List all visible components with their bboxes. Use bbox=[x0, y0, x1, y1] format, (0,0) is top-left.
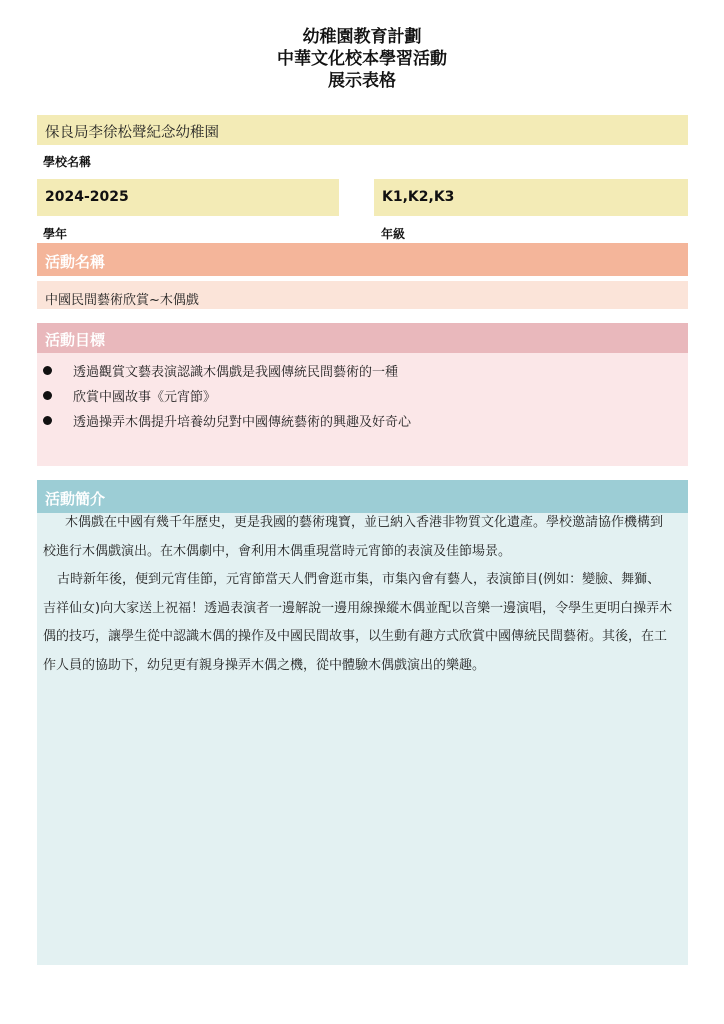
grade-value: K1,K2,K3 bbox=[382, 189, 455, 205]
title-line-2: 中華文化校本學習活動 bbox=[277, 49, 447, 69]
introduction-paragraph-1: 木偶戲在中國有幾千年歷史，更是我國的藝術瑰寶，並已納入香港非物質文化遺產。學校邀請協作機構到校進行木偶戲演出。在木偶劇中，會利用木偶重現當時元宵節的表演及佳節場景。 bbox=[43, 515, 664, 559]
introduction-heading-text: 活動簡介 bbox=[45, 490, 106, 508]
list-item bbox=[37, 388, 688, 410]
grade-field bbox=[374, 179, 688, 216]
objectives-heading-text: 活動目標 bbox=[45, 331, 106, 349]
title-line-1: 幼稚園教育計劃 bbox=[302, 27, 422, 47]
activity-name-body bbox=[37, 281, 688, 309]
school-year-field bbox=[37, 179, 339, 216]
introduction-paragraph-2: 古時新年後，便到元宵佳節，元宵節當天人們會逛市集，市集內會有藝人，表演節目(例如：變臉、舞獅、吉祥仙女)向大家送上祝福！透過表演者一邊解說一邊用線操縱木偶並配以音樂一邊演唱，令學生更明白操弄木偶的技巧，讓學生從中認識木偶的操作及中國民間故事，以生動有趣方式欣賞中國傳統民間藝術。其後，在工作人員的協助下，幼兒更有親身操弄木偶之機，從中體驗木偶戲演出的樂趣。 bbox=[43, 572, 673, 673]
title-line-3: 展示表格 bbox=[328, 71, 396, 91]
list-item bbox=[37, 363, 688, 385]
document-title bbox=[0, 26, 724, 92]
school-name-value: 保良局李徐松聲紀念幼稚園 bbox=[45, 125, 219, 141]
introduction-body bbox=[37, 513, 688, 965]
objectives-list bbox=[37, 353, 688, 466]
school-year-value: 2024-2025 bbox=[45, 189, 129, 205]
objective-text: 透過觀賞文藝表演認識木偶戲是我國傳統民間藝術的一種 bbox=[73, 365, 399, 380]
bullet-icon bbox=[43, 366, 52, 375]
list-item bbox=[37, 413, 688, 435]
activity-name-heading-text: 活動名稱 bbox=[45, 253, 106, 271]
activity-name-heading bbox=[37, 243, 688, 276]
objective-text: 透過操弄木偶提升培養幼兒對中國傳統藝術的興趣及好奇心 bbox=[73, 415, 412, 430]
school-year-label: 學年 bbox=[43, 227, 68, 241]
activity-name-value: 中國民間藝術欣賞~木偶戲 bbox=[45, 293, 199, 308]
bullet-icon bbox=[43, 391, 52, 400]
objective-text: 欣賞中國故事《元宵節》 bbox=[73, 390, 217, 405]
school-name-field bbox=[37, 115, 688, 145]
grade-label: 年級 bbox=[381, 227, 406, 241]
objectives-heading bbox=[37, 323, 688, 353]
school-name-label: 學校名稱 bbox=[43, 155, 92, 169]
bullet-icon bbox=[43, 416, 52, 425]
